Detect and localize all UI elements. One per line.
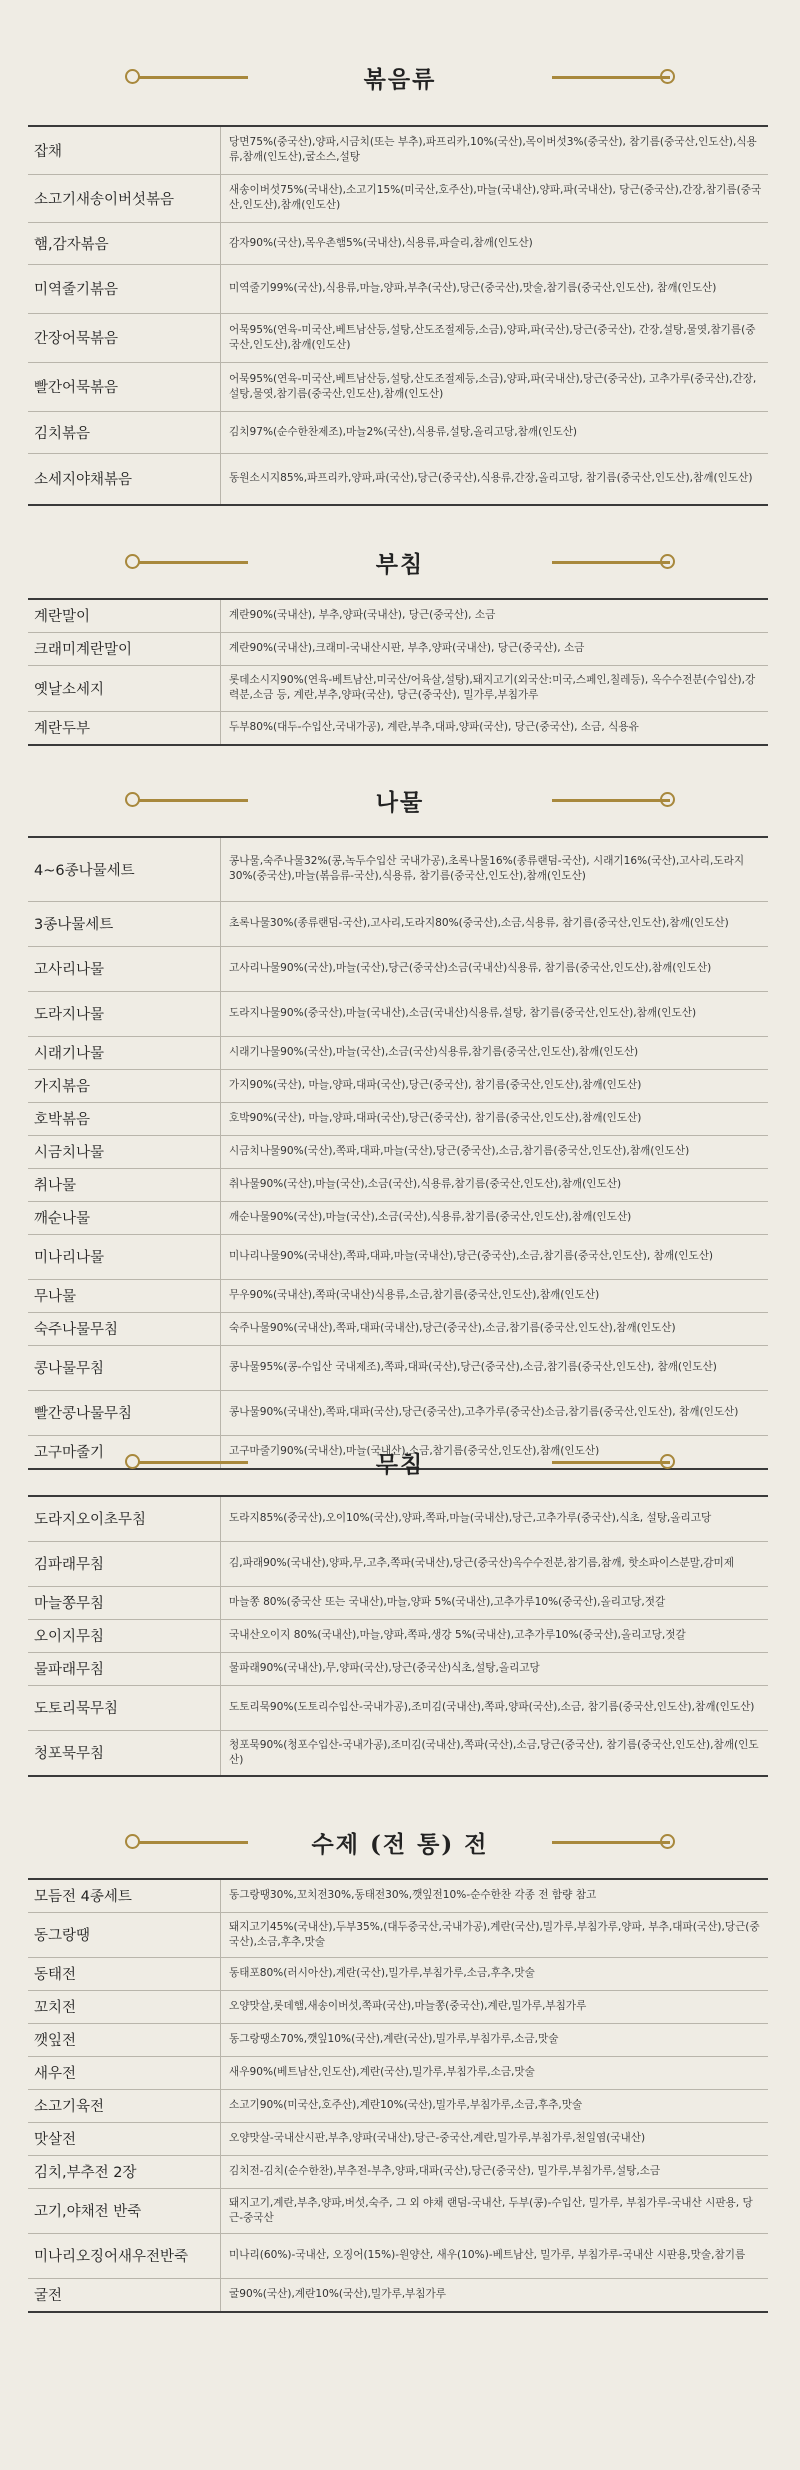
item-name: 시래기나물 (28, 1036, 221, 1069)
item-ingredients: 시래기나물90%(국산),마늘(국산),소금(국산)식용류,참기름(중국산,인도산),참깨(인도산) (221, 1036, 769, 1069)
item-name: 미나리오징어새우전반죽 (28, 2233, 221, 2278)
menu-table (28, 125, 768, 506)
section-title: 부침 (375, 551, 425, 578)
item-ingredients: 콩나물,숙주나물32%(콩,녹두수입산 국내가공),초록나물16%(종류랜덤-국산), 시래기16%(국산),고사리,도라지30%(중국산),마늘(볶음류-국산),식용류, 참기름(중국산,인도산),참깨(인도산) (229, 855, 745, 883)
item-ingredients: 당면75%(중국산),양파,시금치(또는 부추),파프리카,10%(국산),목이버섯3%(중국산), 참기름(중국산,인도산),식용류,참깨(인도산),굴소스,설탕 (229, 136, 757, 164)
item-name: 도토리묵무침 (28, 1685, 221, 1730)
section-title: 무침 (375, 1451, 425, 1478)
table-row (28, 2056, 768, 2089)
item-name: 시금치나물 (28, 1135, 221, 1168)
item-name: 꼬치전 (28, 1990, 221, 2023)
table-row (28, 711, 768, 745)
item-name: 미역줄기볶음 (28, 264, 221, 313)
item-name: 새우전 (28, 2056, 221, 2089)
item-ingredients: 도라지나물90%(중국산),마늘(국내산),소금(국내산)식용류,설탕, 참기름(중국산,인도산),참깨(인도산) (221, 991, 769, 1036)
table-row (28, 1345, 768, 1390)
item-ingredients: 소고기90%(미국산,호주산),계란10%(국산),밀가루,부침가루,소금,후추,맛술 (221, 2089, 769, 2122)
item-name: 크래미계란말이 (28, 632, 221, 665)
table-row (28, 1135, 768, 1168)
table-row (28, 1390, 768, 1435)
item-ingredients: 동태포80%(러시아산),계란(국산),밀가루,부침가루,소금,후추,맛술 (221, 1957, 769, 1990)
table-row (28, 2122, 768, 2155)
table-row (28, 2089, 768, 2122)
item-ingredients: 오양맛살-국내산시판,부추,양파(국내산),당근-중국산,계란,밀가루,부침가루,천일염(국내산) (221, 2122, 769, 2155)
table-row (28, 313, 768, 362)
item-ingredients: 롯데소시지90%(연육-베트남산,미국산/어육살,설탕),돼지고기(외국산:미국,스페인,칠레등), 옥수수전분(수입산),강력분,소금 등, 계란,부추,양파(국산), 당근(중국산), 밀가루,부침가루 (221, 665, 769, 711)
table-row (28, 362, 768, 411)
divider-line (552, 561, 670, 564)
item-name: 취나물 (28, 1168, 221, 1201)
item-name: 햄,감자볶음 (28, 222, 221, 264)
item-name: 고구마줄기 (28, 1435, 221, 1469)
item-name: 물파래무침 (28, 1652, 221, 1685)
table-row (28, 453, 768, 505)
item-ingredients: 굴90%(국산),계란10%(국산),밀가루,부침가루 (221, 2278, 769, 2312)
item-ingredients: 동그랑땡30%,꼬치전30%,동태전30%,깻잎전10%-순수한찬 각종 전 함량 참고 (229, 1889, 597, 1902)
item-name: 김치볶음 (28, 411, 221, 453)
item-ingredients: 시금치나물90%(국산),쪽파,대파,마늘(국산),당근(중국산),소금,참기름(중국산,인도산),참깨(인도산) (221, 1135, 769, 1168)
item-name: 콩나물무침 (28, 1345, 221, 1390)
item-name: 동태전 (28, 1957, 221, 1990)
menu-table (28, 1495, 768, 1777)
item-ingredients: 돼지고기45%(국내산),두부35%,(대두중국산,국내가공),계란(국산),밀가루,부침가루,양파, 부추,대파(국산),당근(중국산),소금,후추,맛술 (221, 1912, 769, 1957)
item-ingredients: 호박90%(국산), 마늘,양파,대파(국산),당근(중국산), 참기름(중국산,인도산),참깨(인도산) (221, 1102, 769, 1135)
item-name: 고기,야채전 반죽 (28, 2188, 221, 2233)
table-row (28, 1312, 768, 1345)
table-row (28, 411, 768, 453)
table-row (28, 1957, 768, 1990)
item-name: 오이지무침 (28, 1619, 221, 1652)
item-ingredients: 초록나물30%(종류랜덤-국산),고사리,도라지80%(중국산),소금,식용류, 참기름(중국산,인도산),참깨(인도산) (221, 901, 769, 946)
item-ingredients: 마늘쫑 80%(중국산 또는 국내산),마늘,양파 5%(국내산),고추가루10%(중국산),올리고당,젓갈 (221, 1586, 769, 1619)
table-row (28, 1168, 768, 1201)
item-ingredients: 새우90%(베트남산,인도산),계란(국산),밀가루,부침가루,소금,맛술 (221, 2056, 769, 2089)
item-ingredients: 돼지고기,계란,부추,양파,버섯,숙주, 그 외 야채 랜덤-국내산, 두부(콩)-수입산, 밀가루, 부침가루-국내산 시판용, 당근-중국산 (221, 2188, 769, 2233)
table-row (28, 1069, 768, 1102)
item-name: 도라지나물 (28, 991, 221, 1036)
item-ingredients: 고구마줄기90%(국내산),마늘(국내산),소금,참기름(중국산,인도산),참깨(인도산) (221, 1435, 769, 1469)
table-row (28, 2155, 768, 2188)
item-name: 동그랑땡 (28, 1912, 221, 1957)
item-name: 소고기새송이버섯볶음 (28, 174, 221, 222)
item-name: 무나물 (28, 1279, 221, 1312)
item-name: 계란두부 (28, 711, 221, 745)
item-name: 호박볶음 (28, 1102, 221, 1135)
section-header (0, 770, 800, 830)
item-ingredients: 두부80%(대두-수입산,국내가공), 계란,부추,대파,양파(국산), 당근(중국산), 소금, 식용유 (221, 711, 769, 745)
item-name: 소고기육전 (28, 2089, 221, 2122)
section-title: 나물 (375, 789, 425, 816)
item-ingredients: 콩나물95%(콩-수입산 국내제조),쪽파,대파(국산),당근(중국산),소금,참기름(중국산,인도산), 참깨(인도산) (221, 1345, 769, 1390)
item-ingredients: 어묵95%(연육-미국산,베트남산등,설탕,산도조절제등,소금),양파,파(국산),당근(중국산), 간장,설탕,물엿,참기름(중국산,인도산),참깨(인도산) (221, 313, 769, 362)
table-row (28, 665, 768, 711)
item-ingredients: 계란90%(국내산), 부추,양파(국내산), 당근(중국산), 소금 (229, 609, 496, 622)
table-row (28, 1102, 768, 1135)
table-row (28, 599, 768, 632)
table-row (28, 946, 768, 991)
divider-line (552, 1461, 670, 1464)
table-row (28, 1652, 768, 1685)
item-ingredients: 동그랑땡소70%,깻잎10%(국산),계란(국산),밀가루,부침가루,소금,맛술 (221, 2023, 769, 2056)
menu-table (28, 598, 768, 746)
item-name: 숙주나물무침 (28, 1312, 221, 1345)
item-ingredients: 동원소시지85%,파프리카,양파,파(국산),당근(중국산),식용류,간장,올리고당, 참기름(중국산,인도산),참깨(인도산) (221, 453, 769, 505)
table-row (28, 1619, 768, 1652)
section-header (0, 1432, 800, 1492)
item-name: 옛날소세지 (28, 665, 221, 711)
table-row (28, 1201, 768, 1234)
item-ingredients: 콩나물90%(국내산),쪽파,대파(국산),당근(중국산),고추가루(중국산)소금,참기름(중국산,인도산), 참깨(인도산) (221, 1390, 769, 1435)
item-name: 계란말이 (28, 599, 221, 632)
item-name: 고사리나물 (28, 946, 221, 991)
item-ingredients: 도토리묵90%(도토리수입산-국내가공),조미김(국내산),쪽파,양파(국산),소금, 참기름(중국산,인도산),참깨(인도산) (221, 1685, 769, 1730)
table-row (28, 1036, 768, 1069)
menu-table (28, 836, 768, 1470)
item-name: 김치,부추전 2장 (28, 2155, 221, 2188)
table-row (28, 2023, 768, 2056)
divider-line (552, 799, 670, 802)
divider-line (552, 76, 670, 79)
table-row (28, 2233, 768, 2278)
item-name: 모듬전 4종세트 (28, 1879, 221, 1912)
item-name: 청포묵무침 (28, 1730, 221, 1776)
table-row (28, 1586, 768, 1619)
item-ingredients: 새송이버섯75%(국내산),소고기15%(미국산,호주산),마늘(국내산),양파,파(국내산), 당근(중국산),간장,참기름(중국산,인도산),참깨(인도산) (221, 174, 769, 222)
table-row (28, 2278, 768, 2312)
item-ingredients: 계란90%(국내산),크래미-국내산시판, 부추,양파(국내산), 당근(중국산), 소금 (221, 632, 769, 665)
table-row (28, 632, 768, 665)
item-name: 빨간어묵볶음 (28, 362, 221, 411)
table-row (28, 1730, 768, 1776)
table-row (28, 126, 768, 174)
menu-table (28, 1878, 768, 2313)
item-name: 가지볶음 (28, 1069, 221, 1102)
table-row (28, 1541, 768, 1586)
item-ingredients: 청포묵90%(청포수입산-국내가공),조미김(국내산),쪽파(국산),소금,당근(중국산), 참기름(중국산,인도산),참깨(인도산) (221, 1730, 769, 1776)
section-header (0, 1812, 800, 1872)
item-name: 소세지야채볶음 (28, 453, 221, 505)
item-ingredients: 국내산오이지 80%(국내산),마늘,양파,쪽파,생강 5%(국내산),고추가루10%(중국산),올리고당,젓갈 (221, 1619, 769, 1652)
item-name: 4~6종나물세트 (28, 837, 221, 901)
item-ingredients: 가지90%(국산), 마늘,양파,대파(국산),당근(중국산), 참기름(중국산,인도산),참깨(인도산) (221, 1069, 769, 1102)
item-ingredients: 고사리나물90%(국산),마늘(국산),당근(중국산)소금(국내산)식용류, 참기름(중국산,인도산),참깨(인도산) (221, 946, 769, 991)
table-row (28, 901, 768, 946)
table-row (28, 1879, 768, 1912)
section-header (0, 47, 800, 107)
divider-line (552, 1841, 670, 1844)
table-row (28, 1496, 768, 1541)
item-name: 간장어묵볶음 (28, 313, 221, 362)
item-ingredients: 깨순나물90%(국산),마늘(국산),소금(국산),식용류,참기름(중국산,인도산),참깨(인도산) (221, 1201, 769, 1234)
table-row (28, 1279, 768, 1312)
item-name: 잡채 (28, 126, 221, 174)
item-name: 빨간콩나물무침 (28, 1390, 221, 1435)
table-row (28, 1912, 768, 1957)
item-ingredients: 숙주나물90%(국내산),쪽파,대파(국내산),당근(중국산),소금,참기름(중국산,인도산),참깨(인도산) (221, 1312, 769, 1345)
item-name: 깨순나물 (28, 1201, 221, 1234)
item-name: 깻잎전 (28, 2023, 221, 2056)
section-title: 수제 (전 통) 전 (311, 1831, 489, 1858)
item-ingredients: 도라지85%(중국산),오이10%(국산),양파,쪽파,마늘(국내산),당근,고추가루(중국산),식초, 설탕,올리고당 (229, 1512, 712, 1525)
item-ingredients: 취나물90%(국산),마늘(국산),소금(국산),식용류,참기름(중국산,인도산),참깨(인도산) (221, 1168, 769, 1201)
item-name: 3종나물세트 (28, 901, 221, 946)
item-name: 김파래무침 (28, 1541, 221, 1586)
table-row (28, 837, 768, 901)
section-header (0, 532, 800, 592)
item-name: 도라지오이초무침 (28, 1496, 221, 1541)
table-row (28, 1685, 768, 1730)
item-ingredients: 미역줄기99%(국산),식용류,마늘,양파,부추(국산),당근(중국산),맛술,참기름(중국산,인도산), 참깨(인도산) (221, 264, 769, 313)
item-ingredients: 물파래90%(국내산),무,양파(국산),당근(중국산)식초,설탕,올리고당 (221, 1652, 769, 1685)
item-ingredients: 어묵95%(연육-미국산,베트남산등,설탕,산도조절제등,소금),양파,파(국내산),당근(중국산), 고추가루(중국산),간장,설탕,물엿,참기름(중국산,인도산),참깨(인도산) (221, 362, 769, 411)
table-row (28, 174, 768, 222)
table-row (28, 2188, 768, 2233)
table-row (28, 991, 768, 1036)
table-row (28, 1234, 768, 1279)
table-row (28, 1990, 768, 2023)
item-ingredients: 김치전-김치(순수한찬),부추전-부추,양파,대파(국산),당근(중국산), 밀가루,부침가루,설탕,소금 (221, 2155, 769, 2188)
item-ingredients: 김,파래90%(국내산),양파,무,고추,쪽파(국내산),당근(중국산)옥수수전분,참기름,참깨, 핫소파이스분말,감미제 (221, 1541, 769, 1586)
item-name: 미나리나물 (28, 1234, 221, 1279)
item-ingredients: 김치97%(순수한찬제조),마늘2%(국산),식용류,설탕,올리고당,참깨(인도산) (221, 411, 769, 453)
item-ingredients: 미나리(60%)-국내산, 오징어(15%)-원양산, 새우(10%)-베트남산, 밀가루, 부침가루-국내산 시판용,맛술,참기름 (221, 2233, 769, 2278)
item-ingredients: 감자90%(국산),목우촌햄5%(국내산),식용류,파슬리,참깨(인도산) (221, 222, 769, 264)
item-name: 마늘쫑무침 (28, 1586, 221, 1619)
item-ingredients: 오양맛살,롯데햄,새송이버섯,쪽파(국산),마늘쫑(중국산),계란,밀가루,부침가루 (221, 1990, 769, 2023)
item-ingredients: 미나리나물90%(국내산),쪽파,대파,마늘(국내산),당근(중국산),소금,참기름(중국산,인도산), 참깨(인도산) (221, 1234, 769, 1279)
item-name: 굴전 (28, 2278, 221, 2312)
item-ingredients: 무우90%(국내산),쪽파(국내산)식용류,소금,참기름(중국산,인도산),참깨(인도산) (221, 1279, 769, 1312)
table-row (28, 264, 768, 313)
section-title: 볶음류 (363, 66, 437, 93)
item-name: 맛살전 (28, 2122, 221, 2155)
table-row (28, 222, 768, 264)
